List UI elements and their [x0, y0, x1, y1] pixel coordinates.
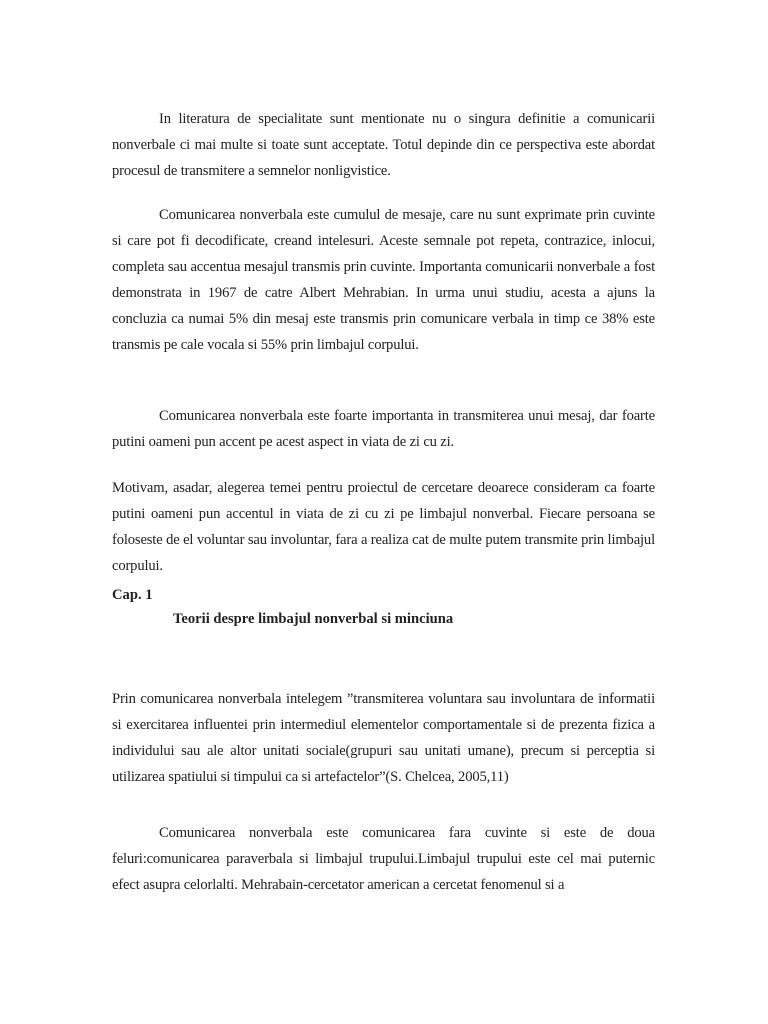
paragraph-motivation: Motivam, asadar, alegerea temei pentru proiectul de cercetare deoarece consideram ca foarte putini oameni pun accentul in viata de zi cu zi pe limbajul nonverbal. Fiecare persoana se foloseste de el voluntar sau involuntar, fara a realiza cat de multe putem transmite prin limbajul corpului.: [112, 480, 655, 574]
chapter-label: Cap. 1: [112, 587, 153, 603]
paragraph-importance: Comunicarea nonverbala este foarte importanta in transmiterea unui mesaj, dar foarte putini oameni pun accent pe acest aspect in viata de zi cu zi.: [112, 408, 655, 450]
paragraph-types: Comunicarea nonverbala este comunicarea fara cuvinte si este de doua feluri:comunicarea paraverbala si limbajul trupului.Limbajul trupului este cel mai puternic efect asupra celorlalti. Mehrabain-cercetator american a cercetat fenomenul si a: [112, 825, 655, 893]
chapter-title: Teorii despre limbajul nonverbal si minciuna: [173, 611, 454, 627]
paragraph-nonverbal-quote: Prin comunicarea nonverbala intelegem ”transmiterea voluntara sau involuntara de informatii si exercitarea influentei prin intermediul elementelor comportamentale si de prezenta fizica a individului sau ale altor unitati sociale(grupuri sau unitati umane), precum si perceptia si utilizarea spatiului si timpului ca si artefactelor”(S. Chelcea, 2005,11): [112, 691, 655, 785]
paragraph-intro: In literatura de specialitate sunt mentionate nu o singura definitie a comunicarii nonverbale ci mai multe si toate sunt acceptate. Totul depinde din ce perspectiva este abordat procesul de transmitere a semnelor nonligvistice.: [112, 111, 655, 179]
paragraph-definition: Comunicarea nonverbala este cumulul de mesaje, care nu sunt exprimate prin cuvinte si care pot fi decodificate, creand intelesuri. Aceste semnale pot repeta, contrazice, inlocui, completa sau accentua mesajul transmis prin cuvinte. Importanta comunicarii nonverbale a fost demonstrata in 1967 de catre Albert Mehrabian. In urma unui studiu, acesta a ajuns la concluzia ca numai 5% din mesaj este transmis prin comunicare verbala in timp ce 38% este transmis pe cale vocala si 55% prin limbajul corpului.: [112, 207, 655, 353]
